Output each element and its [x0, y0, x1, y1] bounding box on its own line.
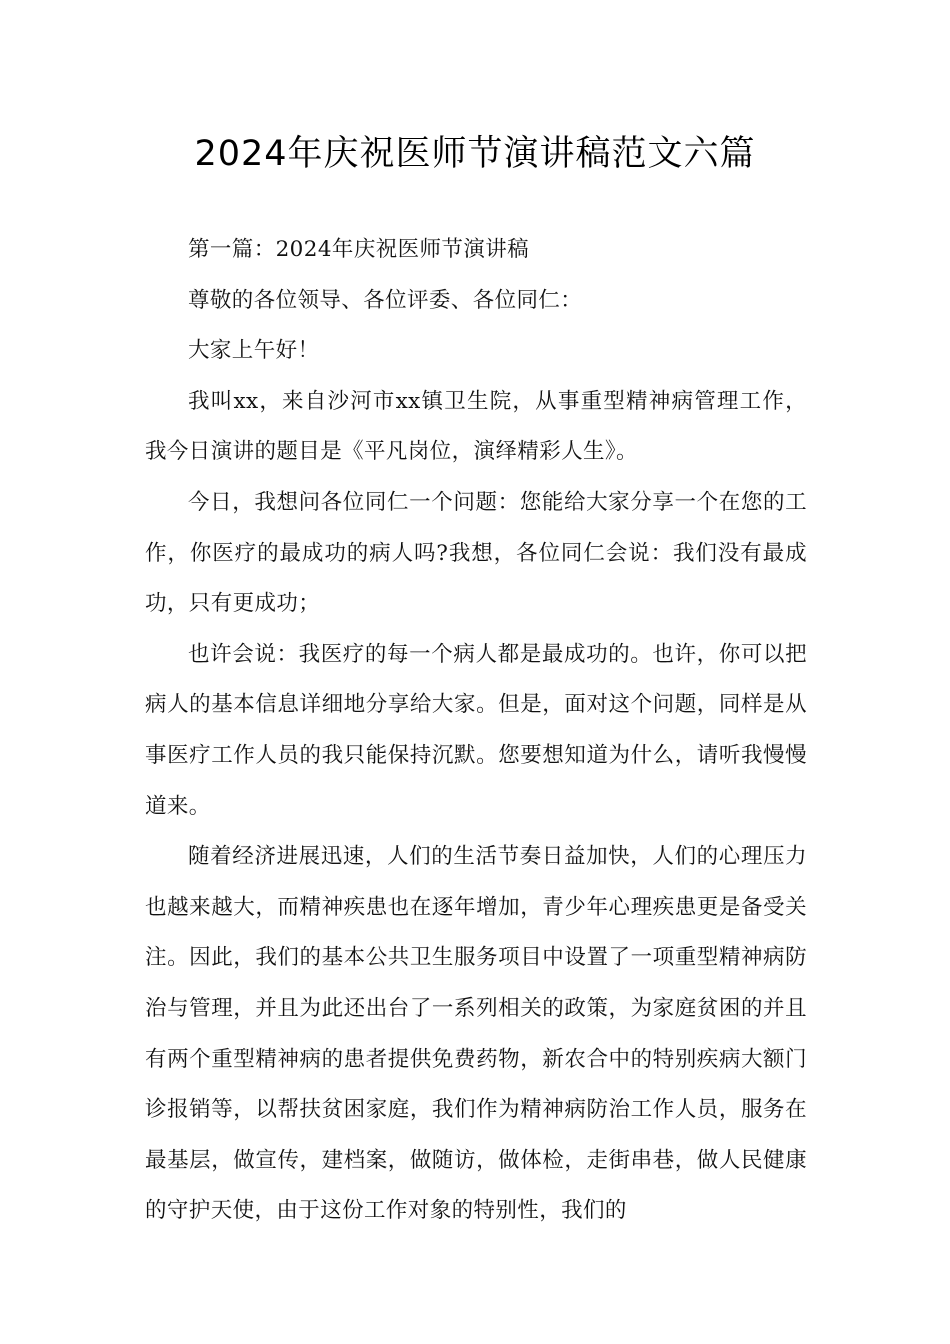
paragraph-greeting: 大家上午好！	[188, 338, 320, 364]
paragraph-salutation: 尊敬的各位领导、各位评委、各位同仁：	[188, 287, 583, 313]
paragraph-possible-answer: 也许会说：我医疗的每一个病人都是最成功的。也许，你可以把病人的基本信息详细地分享给大家。但是，面对这个问题，同样是从事医疗工作人员的我只能保持沉默。您要想知道为什么，请听我慢慢道来。	[145, 641, 807, 819]
paragraph-section-heading: 第一篇：2024年庆祝医师节演讲稿	[188, 237, 530, 262]
paragraph-background: 随着经济进展迅速，人们的生活节奏日益加快，人们的心理压力也越来越大，而精神疾患也在逐年增加，青少年心理疾患更是备受关注。因此，我们的基本公共卫生服务项目中设置了一项重型精神病防治与管理，并且为此还出台了一系列相关的政策，为家庭贫困的并且有两个重型精神病的患者提供免费药物，新农合中的特别疾病大额门诊报销等，以帮扶贫困家庭，我们作为精神病防治工作人员，服务在最基层，做宣传，建档案，做随访，做体检，走街串巷，做人民健康的守护天使，由于这份工作对象的特别性，我们的	[145, 844, 807, 1224]
document-title: 2024年庆祝医师节演讲稿范文六篇	[194, 134, 756, 174]
paragraph-introduction: 我叫xx，来自沙河市xx镇卫生院，从事重型精神病管理工作，我今日演讲的题目是《平凡岗位，演绎精彩人生》。	[145, 388, 807, 465]
paragraph-question: 今日，我想问各位同仁一个问题：您能给大家分享一个在您的工作，你医疗的最成功的病人吗?我想，各位同仁会说：我们没有最成功，只有更成功；	[145, 489, 807, 617]
document-body	[145, 225, 807, 1237]
